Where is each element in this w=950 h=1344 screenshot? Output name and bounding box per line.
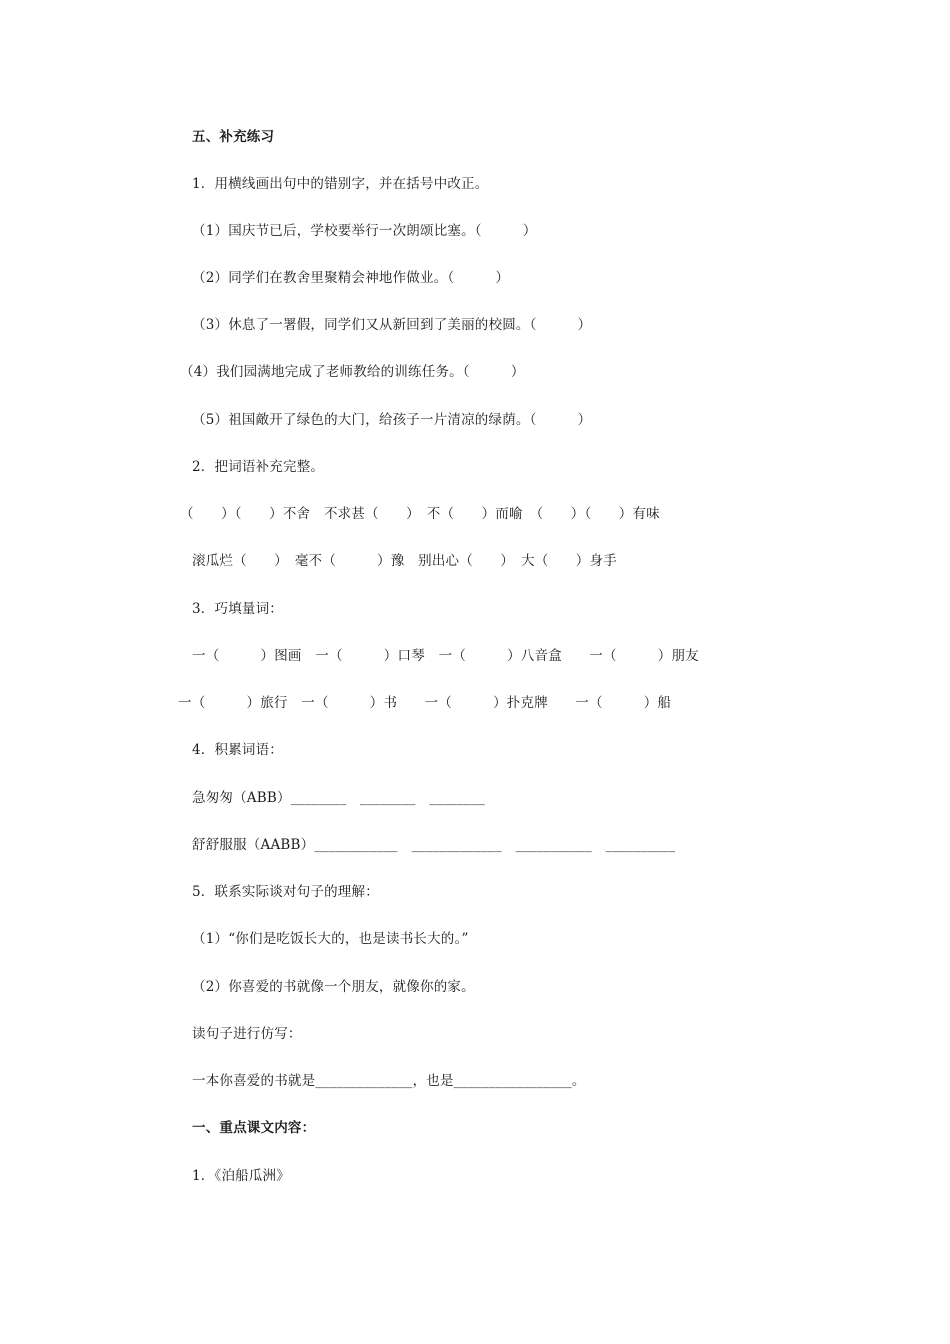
question-5-item-1: （1）“你们是吃饭长大的，也是读书长大的。” [192, 931, 469, 947]
question-1-heading: 1．用横线画出句中的错别字，并在括号中改正。 [192, 176, 489, 192]
question-1-item-5: （5）祖国敵开了绿色的大门，给孩子一片清凉的绿荫。（ ） [192, 412, 592, 428]
question-4-abb: 急匆匆（ABB）________ ________ ________ [192, 790, 485, 806]
question-1-item-4: （4）我们园满地完成了老师教给的训练任务。（ ） [180, 364, 525, 380]
section-title-supplementary: 五、补充练习 [192, 129, 275, 145]
question-5-heading: 5．联系实际谈对句子的理解： [192, 884, 379, 900]
question-2-row-1: （ ）（ ）不舍 不求甚（ ） 不（ ）而喻 （ ）（ ）有味 [180, 506, 660, 522]
question-5-item-2: （2）你喜爱的书就像一个朋友，就像你的家。 [192, 979, 475, 995]
question-3-row-2: 一（ ）旅行 一（ ）书 一（ ）扑克牌 一（ ）船 [178, 695, 672, 711]
question-1-item-1: （1）国庆节已后，学校要举行一次朗颂比塞。（ ） [192, 223, 537, 239]
key-text-1: 1．《泊船瓜洲》 [192, 1168, 290, 1184]
question-4-heading: 4．积累词语： [192, 742, 283, 758]
section-title-key-texts: 一、重点课文内容： [192, 1120, 316, 1136]
imitation-heading: 读句子进行仿写： [192, 1026, 302, 1042]
question-3-heading: 3．巧填量词： [192, 601, 283, 617]
imitation-sentence: 一本你喜爱的书就是______________，也是_________________。 [192, 1073, 586, 1089]
question-1-item-3: （3）休息了一署假，同学们又从新回到了美丽的校圆。（ ） [192, 317, 592, 333]
question-2-heading: 2．把词语补充完整。 [192, 459, 325, 475]
question-4-aabb: 舒舒服服（AABB）____________ _____________ ___________ __________ [192, 837, 676, 853]
question-3-row-1: 一（ ）图画 一（ ）口琴 一（ ）八音盒 一（ ）朋友 [192, 648, 699, 664]
question-2-row-2: 滚瓜烂（ ） 毫不（ ）豫 别出心（ ） 大（ ）身手 [192, 553, 617, 569]
question-1-item-2: （2）同学们在教舍里聚精会神地作做业。（ ） [192, 270, 510, 286]
